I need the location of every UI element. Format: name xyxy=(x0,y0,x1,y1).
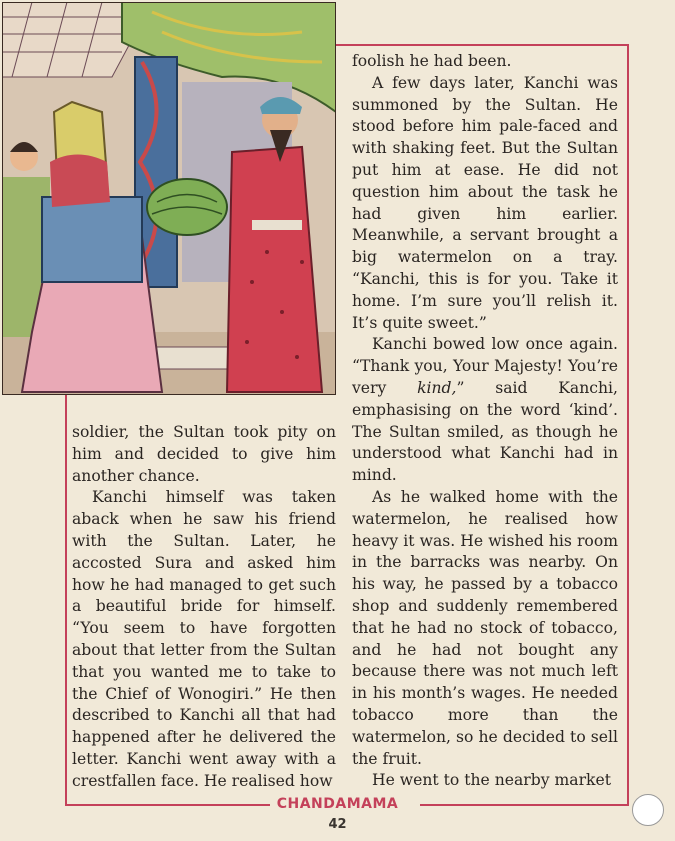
page-number: 42 xyxy=(328,817,347,832)
right-text-column xyxy=(352,51,618,792)
right-paragraph-3 xyxy=(352,334,618,487)
right-paragraph-1: foolish he had been. xyxy=(352,52,512,70)
right-paragraph-2: A few days later, Kanchi was summoned by the Sultan. He stood before him pale-faced and with shaking feet. But the Sultan put him at ease. He did not question him about the task he had given him earlier. Meanwhile, a servant brought a big watermelon on a tray. “Kanchi, this is for you. Take it home. I’m sure you’ll relish it. It’s quite sweet.” xyxy=(352,73,618,332)
library-stamp-icon xyxy=(632,794,664,826)
right-paragraph-4: As he walked home with the watermelon, he realised how heavy it was. He wished his room in the barracks was nearby. On his way, he passed by a tobacco shop and suddenly remembered that he had no stock of tobacco, and he had not bought any because there was not much left in his month’s wages. He needed tobacco more than the watermelon, so he decided to sell the fruit. xyxy=(352,487,618,768)
right-paragraph-5: He went to the nearby market xyxy=(372,771,611,790)
frame-right-line xyxy=(627,44,629,806)
left-paragraph-1: soldier, the Sultan took pity on him and decided to give him another chance. xyxy=(72,423,336,485)
emphasised-word: kind, xyxy=(417,378,457,397)
magazine-title: CHANDAMAMA xyxy=(276,796,399,812)
left-text-column xyxy=(72,422,336,793)
frame-left-line xyxy=(65,395,67,806)
story-illustration xyxy=(2,2,336,395)
illustration-drawing xyxy=(2,2,336,395)
right-paragraph-3-end: ” said Kanchi, emphasising on the word ‘kind’. The Sultan smiled, as though he understood what Kanchi had in mind. xyxy=(352,378,618,485)
frame-top-line xyxy=(336,44,629,46)
left-paragraph-2: Kanchi himself was taken aback when he saw his friend with the Sultan. Later, he accosted Sura and asked him how he had managed to get such a beautiful bride for himself. “You seem to have forgotten about that letter from the Sultan that you wanted me to take to the Chief of Wonogiri.” He then described to Kanchi all that had happened after he delivered the letter. Kanchi went away with a crestfallen face. He realised how xyxy=(72,488,336,790)
right-paragraph-3-start: Kanchi bowed low once again. “Thank you, Your Majesty! You’re very xyxy=(352,335,618,397)
